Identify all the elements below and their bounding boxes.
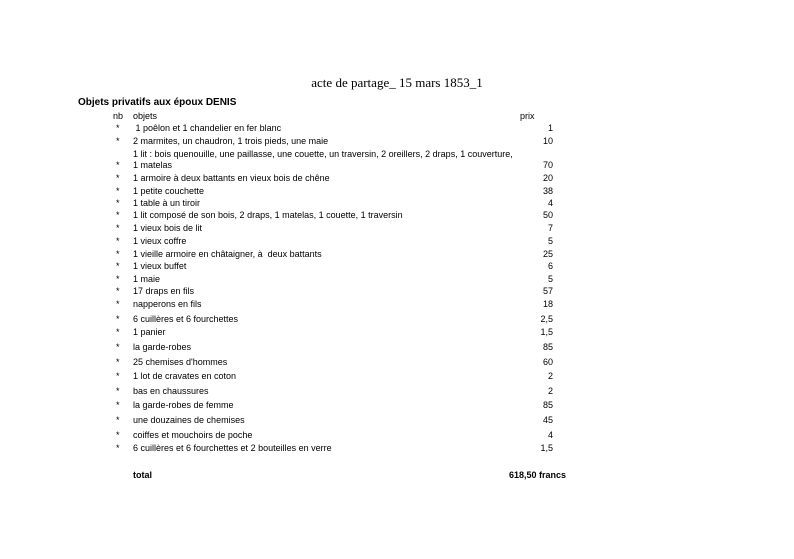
item-description: napperons en fils [133,299,202,309]
row-marker: * [116,249,120,259]
item-description: 1 maie [133,274,161,284]
item-description: 2 marmites, un chaudron, 1 trois pieds, une maie [133,136,329,146]
item-price: 6 [547,261,553,271]
item-price: 45 [542,415,553,425]
item-description: 17 draps en fils [133,286,195,296]
item-description: 1 vieille armoire en châtaigner, à deux battants [133,249,322,259]
row-marker: * [116,415,120,425]
row-marker: * [116,430,120,440]
item-description: 1 armoire à deux battants en vieux bois de chêne [133,173,330,183]
item-description: 1 vieux coffre [133,236,187,246]
document-title: acte de partage_ 15 mars 1853_1 [311,75,483,90]
column-header-prix: prix [520,111,535,121]
item-description: 1 table à un tiroir [133,198,201,208]
item-price: 10 [542,136,553,146]
row-marker: * [116,342,120,352]
item-price: 85 [542,400,553,410]
item-price: 1,5 [540,443,553,453]
item-description: 25 chemises d'hommes [133,357,228,367]
item-price: 50 [542,210,553,220]
item-description: 1 petite couchette [133,186,205,196]
item-description: 6 cuillères et 6 fourchettes et 2 bouteilles en verre [133,443,332,453]
item-description: 1 poêlon et 1 chandelier en fer blanc [133,123,282,133]
column-header-nb: nb [113,111,124,121]
row-marker: * [116,186,120,196]
item-price: 85 [542,342,553,352]
item-description: 1 lit : bois quenouille, une paillasse, une couette, un traversin, 2 oreillers, 2 draps, 1 couverture, 1 matelas [133,149,516,170]
item-description: coiffes et mouchoirs de poche [133,430,253,440]
item-price: 2,5 [540,314,553,324]
row-marker: * [116,299,120,309]
row-marker: * [116,123,120,133]
item-description: 1 lit composé de son bois, 2 draps, 1 matelas, 1 couette, 1 traversin [133,210,403,220]
item-price: 60 [542,357,553,367]
row-marker: * [116,327,120,337]
row-marker: * [116,443,120,453]
item-price: 18 [542,299,553,309]
row-marker: * [116,160,120,170]
section-title: Objets privatifs aux époux DENIS [78,97,237,108]
row-marker: * [116,357,120,367]
item-price: 25 [542,249,553,259]
item-price: 38 [542,186,553,196]
row-marker: * [116,210,120,220]
item-description: la garde-robes [133,342,192,352]
item-price: 2 [547,371,553,381]
item-price: 5 [547,236,553,246]
item-description: 6 cuillères et 6 fourchettes [133,314,239,324]
item-description: 1 panier [133,327,166,337]
item-description: la garde-robes de femme [133,400,234,410]
row-marker: * [116,400,120,410]
item-price: 4 [547,430,553,440]
item-description: 1 vieux buffet [133,261,187,271]
item-price: 7 [547,223,553,233]
column-header-objets: objets [133,111,158,121]
total-label: total [133,470,152,480]
item-price: 5 [547,274,553,284]
row-marker: * [116,236,120,246]
row-marker: * [116,314,120,324]
row-marker: * [116,223,120,233]
row-marker: * [116,371,120,381]
item-description: 1 vieux bois de lit [133,223,203,233]
item-price: 70 [542,160,553,170]
row-marker: * [116,261,120,271]
row-marker: * [116,136,120,146]
row-marker: * [116,173,120,183]
item-price: 1 [547,123,553,133]
row-marker: * [116,286,120,296]
item-price: 1,5 [540,327,553,337]
item-price: 57 [542,286,553,296]
item-price: 2 [547,386,553,396]
row-marker: * [116,274,120,284]
item-description: une douzaines de chemises [133,415,245,425]
item-description: 1 lot de cravates en coton [133,371,237,381]
total-value: 618,50 francs [509,470,567,480]
item-description: bas en chaussures [133,386,209,396]
row-marker: * [116,198,120,208]
item-price: 20 [542,173,553,183]
item-price: 4 [547,198,553,208]
row-marker: * [116,386,120,396]
